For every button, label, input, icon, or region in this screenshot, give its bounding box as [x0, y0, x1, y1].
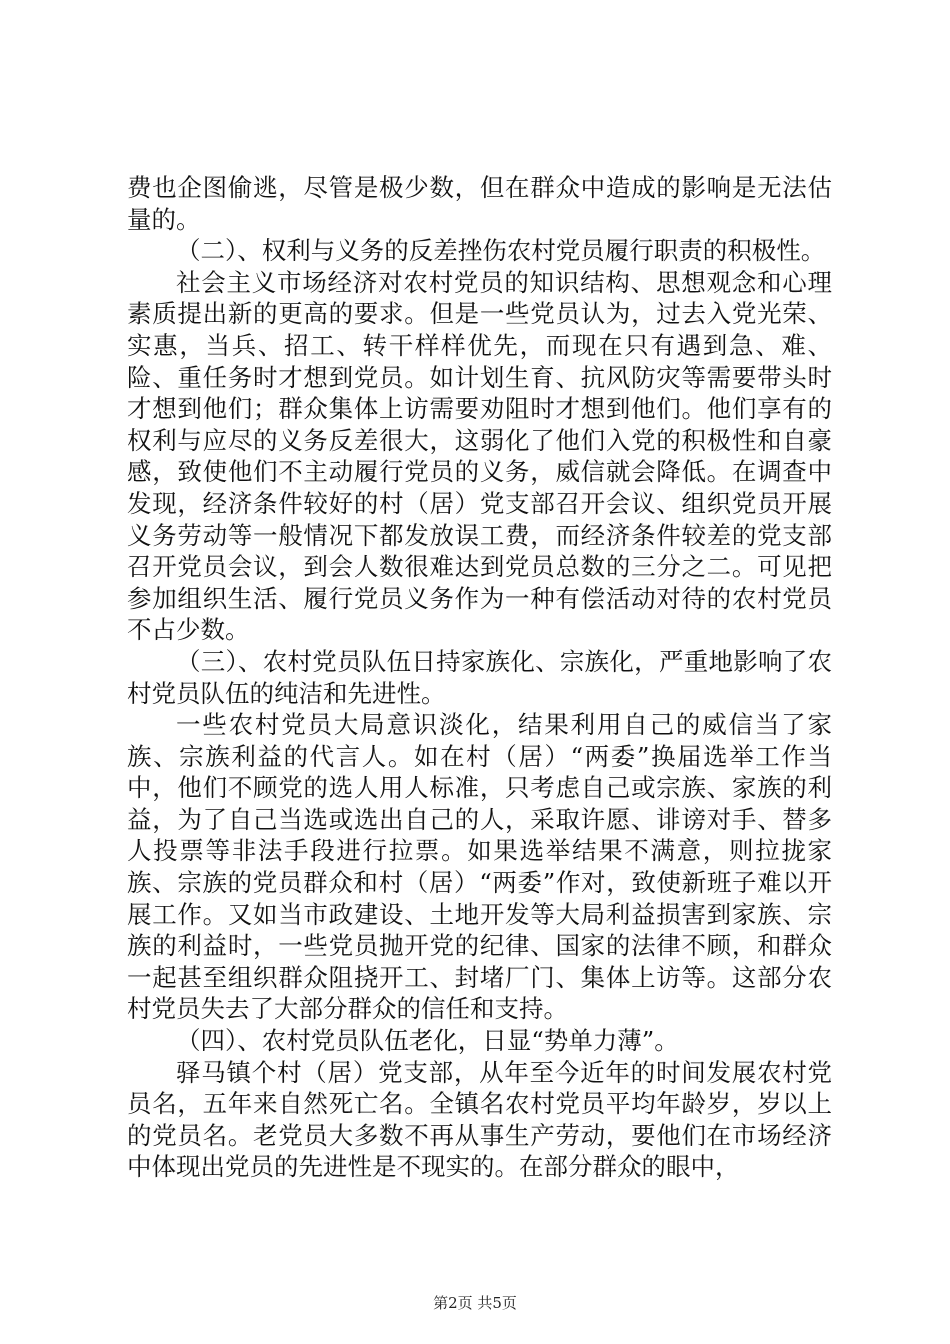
page-number-footer: 第2页 共5页	[433, 1294, 517, 1312]
paragraph-continuation: 费也企图偷逃，尽管是极少数，但在群众中造成的影响是无法估量的。	[127, 173, 832, 234]
section-heading-2: （二）、权利与义务的反差挫伤农村党员履行职责的积极性。	[176, 236, 826, 266]
section-heading-4: （四）、农村党员队伍老化，日显“势单力薄”。	[176, 1026, 679, 1056]
paragraph: 社会主义市场经济对农村党员的知识结构、思想观念和心理素质提出新的更高的要求。但是一些党员认为，过去入党光荣、实惠，当兵、招工、转干样样优先，而现在只有遇到急、难、险、重任务时才想到党员。如计划生育、抗风防灾等需要带头时才想到他们；群众集体上访需要劝阻时才想到他们。他们享有的权利与应尽的义务反差很大，这弱化了他们入党的积极性和自豪感，致使他们不主动履行党员的义务，威信就会降低。在调查中发现，经济条件较好的村（居）党支部召开会议、组织党员开展义务劳动等一般情况下都发放误工费，而经济条件较差的党支部召开党员会议，到会人数很难达到党员总数的三分之二。可见把参加组织生活、履行党员义务作为一种有偿活动对待的农村党员不占少数。	[127, 267, 832, 645]
document-body	[127, 172, 832, 1183]
section-heading-3: （三）、农村党员队伍日持家族化、宗族化，严重地影响了农村党员队伍的纯洁和先进性。	[127, 646, 832, 708]
paragraph: 驿马镇个村（居）党支部，从年至今近年的时间发展农村党员名，五年来自然死亡名。全镇名农村党员平均年龄岁，岁以上的党员名。老党员大多数不再从事生产劳动，要他们在市场经济中体现出党员的先进性是不现实的。在部分群众的眼中，	[127, 1057, 832, 1182]
paragraph: 一些农村党员大局意识淡化，结果利用自己的威信当了家族、宗族利益的代言人。如在村（居）“两委”换届选举工作当中，他们不顾党的选人用人标准，只考虑自己或宗族、家族的利益，为了自己当选或选出自己的人，采取许愿、诽谤对手、替多人投票等非法手段进行拉票。如果选举结果不满意，则拉拢家族、宗族的党员群众和村（居）“两委”作对，致使新班子难以开展工作。又如当市政建设、土地开发等大局利益损害到家族、宗族的利益时，一些党员抛开党的纪律、国家的法律不顾，和群众一起甚至组织群众阻挠开工、封堵厂门、集体上访等。这部分农村党员失去了大部分群众的信任和支持。	[127, 710, 832, 1024]
